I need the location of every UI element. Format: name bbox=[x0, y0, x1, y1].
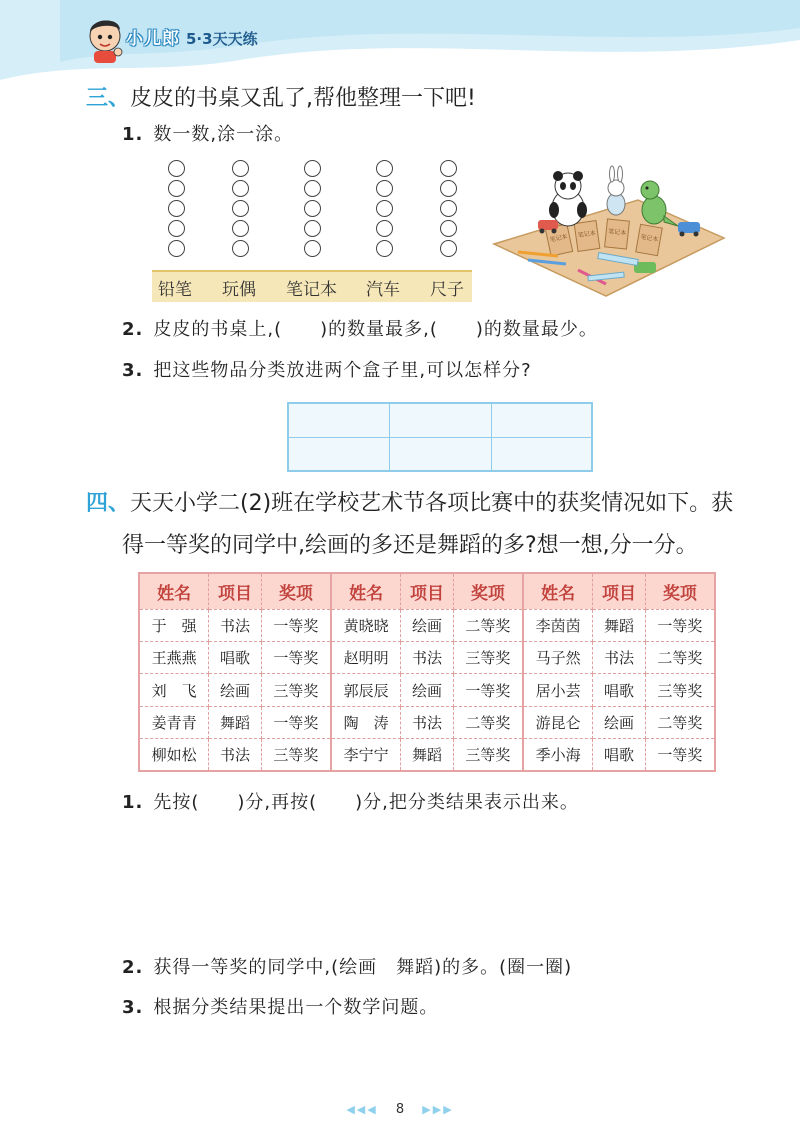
fill-circle[interactable] bbox=[304, 160, 321, 177]
table-cell: 舞蹈 bbox=[593, 609, 645, 641]
svg-text:笔记本: 笔记本 bbox=[577, 229, 597, 240]
table-header: 姓名 bbox=[331, 573, 401, 609]
messy-desk-illustration bbox=[488, 160, 728, 300]
panda-icon bbox=[549, 171, 587, 226]
s3-q2-number: 2. bbox=[122, 319, 144, 340]
fill-circle[interactable] bbox=[232, 220, 249, 237]
table-cell: 姜青青 bbox=[139, 706, 209, 738]
coloring-circles bbox=[168, 160, 468, 270]
table-header: 项目 bbox=[401, 573, 453, 609]
table-cell: 黄晓晓 bbox=[331, 609, 401, 641]
fill-circle[interactable] bbox=[376, 160, 393, 177]
table-cell: 李茵茵 bbox=[523, 609, 593, 641]
fill-circle[interactable] bbox=[304, 240, 321, 257]
table-cell: 李宁宁 bbox=[331, 739, 401, 771]
table-row bbox=[139, 674, 715, 706]
s4-question-3 bbox=[122, 995, 438, 1021]
sorting-box-grid[interactable] bbox=[287, 402, 593, 472]
s4-q2-text: 获得一等奖的同学中,(绘画 舞蹈)的多。(圈一圈) bbox=[153, 957, 573, 978]
category-label-doll: 玩偶 bbox=[222, 279, 256, 300]
table-cell: 刘 飞 bbox=[139, 674, 209, 706]
grid-divider-horizontal bbox=[289, 437, 591, 438]
s3-q1-text: 数一数,涂一涂。 bbox=[153, 124, 294, 145]
svg-text:笔记本: 笔记本 bbox=[639, 233, 659, 244]
circle-column-car bbox=[376, 160, 396, 257]
table-header: 奖项 bbox=[261, 573, 331, 609]
fill-circle[interactable] bbox=[440, 160, 457, 177]
table-cell: 三等奖 bbox=[261, 739, 331, 771]
table-cell: 书法 bbox=[209, 609, 261, 641]
brand-series: 5·3天天练 bbox=[186, 30, 258, 48]
right-arrows-icon: ▶▶▶ bbox=[422, 1103, 454, 1116]
s3-question-2 bbox=[122, 317, 598, 343]
table-header: 项目 bbox=[593, 573, 645, 609]
fill-circle[interactable] bbox=[232, 200, 249, 217]
s3-question-1 bbox=[122, 122, 293, 148]
fill-circle[interactable] bbox=[376, 200, 393, 217]
table-cell: 游昆仑 bbox=[523, 706, 593, 738]
category-label-car: 汽车 bbox=[366, 279, 400, 300]
fill-circle[interactable] bbox=[232, 160, 249, 177]
table-header: 项目 bbox=[209, 573, 261, 609]
fill-circle[interactable] bbox=[376, 220, 393, 237]
table-cell: 王燕燕 bbox=[139, 642, 209, 674]
table-cell: 一等奖 bbox=[261, 706, 331, 738]
award-table bbox=[138, 572, 716, 772]
table-cell: 居小芸 bbox=[523, 674, 593, 706]
fill-circle[interactable] bbox=[376, 240, 393, 257]
fill-circle[interactable] bbox=[168, 240, 185, 257]
s4-q2-number: 2. bbox=[122, 957, 144, 978]
section-4-number: 四、 bbox=[86, 491, 131, 516]
section-3-number: 三、 bbox=[86, 86, 131, 111]
table-header: 姓名 bbox=[139, 573, 209, 609]
section-4-text-2: 得一等奖的同学中,绘画的多还是舞蹈的多?想一想,分一分。 bbox=[122, 533, 698, 558]
table-row bbox=[139, 609, 715, 641]
circle-column-notebook bbox=[304, 160, 324, 257]
table-cell: 书法 bbox=[401, 706, 453, 738]
fill-circle[interactable] bbox=[168, 200, 185, 217]
category-label-notebook: 笔记本 bbox=[286, 279, 337, 300]
fill-circle[interactable] bbox=[168, 180, 185, 197]
table-header: 奖项 bbox=[453, 573, 523, 609]
table-cell: 于 强 bbox=[139, 609, 209, 641]
s3-q1-number: 1. bbox=[122, 124, 144, 145]
table-cell: 一等奖 bbox=[453, 674, 523, 706]
boy-mascot-icon bbox=[82, 14, 128, 64]
section-4-title-line-2 bbox=[122, 531, 698, 561]
fill-circle[interactable] bbox=[304, 180, 321, 197]
section-3-title bbox=[86, 84, 476, 114]
fill-circle[interactable] bbox=[304, 200, 321, 217]
fill-circle[interactable] bbox=[440, 240, 457, 257]
table-cell: 三等奖 bbox=[261, 674, 331, 706]
table-cell: 唱歌 bbox=[593, 674, 645, 706]
table-cell: 一等奖 bbox=[261, 642, 331, 674]
table-header: 姓名 bbox=[523, 573, 593, 609]
table-cell: 二等奖 bbox=[645, 706, 715, 738]
fill-circle[interactable] bbox=[440, 220, 457, 237]
s4-question-2 bbox=[122, 955, 572, 981]
table-row bbox=[139, 739, 715, 771]
table-cell: 二等奖 bbox=[453, 706, 523, 738]
table-cell: 一等奖 bbox=[645, 739, 715, 771]
table-cell: 舞蹈 bbox=[209, 706, 261, 738]
s3-q3-number: 3. bbox=[122, 360, 144, 381]
fill-circle[interactable] bbox=[304, 220, 321, 237]
fill-circle[interactable] bbox=[232, 180, 249, 197]
table-cell: 三等奖 bbox=[453, 642, 523, 674]
table-cell: 季小海 bbox=[523, 739, 593, 771]
category-label-pencil: 铅笔 bbox=[158, 279, 192, 300]
circle-column-ruler bbox=[440, 160, 460, 257]
table-cell: 二等奖 bbox=[645, 642, 715, 674]
table-cell: 唱歌 bbox=[209, 642, 261, 674]
table-cell: 马子然 bbox=[523, 642, 593, 674]
left-arrows-icon: ◀◀◀ bbox=[346, 1103, 378, 1116]
fill-circle[interactable] bbox=[168, 220, 185, 237]
s3-q3-text: 把这些物品分类放进两个盒子里,可以怎样分? bbox=[153, 360, 532, 381]
table-cell: 赵明明 bbox=[331, 642, 401, 674]
rabbit-icon bbox=[607, 166, 625, 215]
section-3-text: 皮皮的书桌又乱了,帮他整理一下吧! bbox=[130, 86, 476, 111]
table-cell: 舞蹈 bbox=[401, 739, 453, 771]
category-label-ruler: 尺子 bbox=[430, 279, 464, 300]
table-header-row bbox=[139, 573, 715, 609]
s3-q2-text: 皮皮的书桌上,( )的数量最多,( )的数量最少。 bbox=[153, 319, 598, 340]
section-4-title-line-1 bbox=[86, 489, 733, 519]
grid-divider-vertical bbox=[389, 404, 390, 470]
table-cell: 书法 bbox=[401, 642, 453, 674]
table-cell: 二等奖 bbox=[453, 609, 523, 641]
table-header: 奖项 bbox=[645, 573, 715, 609]
svg-text:笔记本: 笔记本 bbox=[607, 228, 627, 237]
table-cell: 绘画 bbox=[401, 609, 453, 641]
table-cell: 绘画 bbox=[401, 674, 453, 706]
table-row bbox=[139, 642, 715, 674]
s4-q1-text: 先按( )分,再按( )分,把分类结果表示出来。 bbox=[153, 792, 579, 813]
table-row bbox=[139, 706, 715, 738]
table-cell: 书法 bbox=[209, 739, 261, 771]
table-cell: 三等奖 bbox=[453, 739, 523, 771]
section-4-text-1: 天天小学二(2)班在学校艺术节各项比赛中的获奖情况如下。获 bbox=[130, 491, 734, 516]
table-cell: 三等奖 bbox=[645, 674, 715, 706]
table-cell: 唱歌 bbox=[593, 739, 645, 771]
circle-column-doll bbox=[232, 160, 252, 257]
table-cell: 一等奖 bbox=[645, 609, 715, 641]
s4-q1-number: 1. bbox=[122, 792, 144, 813]
table-cell: 绘画 bbox=[209, 674, 261, 706]
table-cell: 郭辰辰 bbox=[331, 674, 401, 706]
table-cell: 陶 涛 bbox=[331, 706, 401, 738]
category-label-bar bbox=[152, 270, 472, 302]
fill-circle[interactable] bbox=[440, 200, 457, 217]
brand-logo-text: 小儿郎 bbox=[126, 29, 180, 49]
s4-q3-number: 3. bbox=[122, 997, 144, 1018]
fill-circle[interactable] bbox=[440, 180, 457, 197]
page-number: 8 bbox=[395, 1102, 405, 1117]
fill-circle[interactable] bbox=[232, 240, 249, 257]
fill-circle[interactable] bbox=[168, 160, 185, 177]
s4-question-1 bbox=[122, 790, 579, 816]
grid-divider-vertical bbox=[491, 404, 492, 470]
brand bbox=[126, 24, 258, 49]
s4-q3-text: 根据分类结果提出一个数学问题。 bbox=[153, 997, 439, 1018]
table-cell: 柳如松 bbox=[139, 739, 209, 771]
page-footer bbox=[0, 1102, 800, 1117]
table-cell: 书法 bbox=[593, 642, 645, 674]
table-cell: 绘画 bbox=[593, 706, 645, 738]
s3-question-3 bbox=[122, 358, 532, 384]
fill-circle[interactable] bbox=[376, 180, 393, 197]
circle-column-pencil bbox=[168, 160, 188, 257]
svg-text:笔记本: 笔记本 bbox=[549, 233, 569, 244]
table-cell: 一等奖 bbox=[261, 609, 331, 641]
